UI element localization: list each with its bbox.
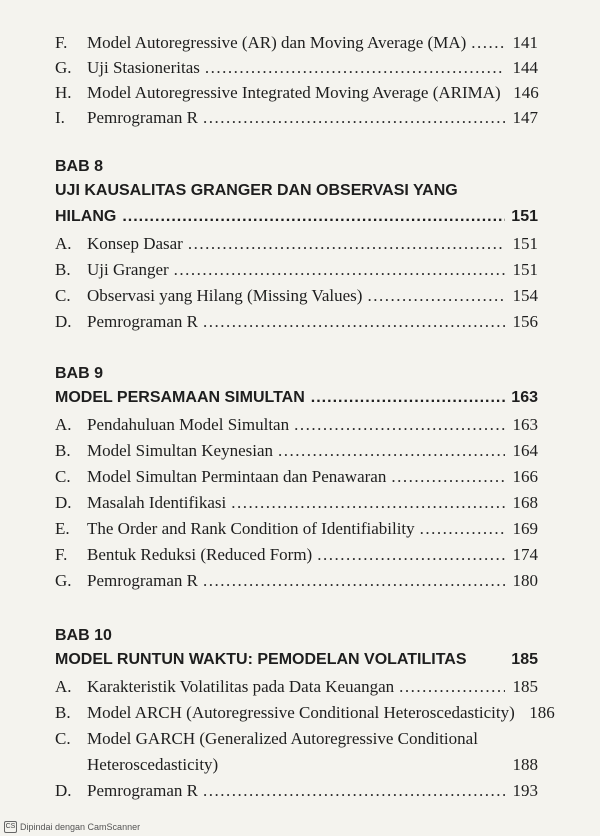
toc-item-page: 185 [512, 677, 538, 696]
chapter-page: 151 [511, 208, 538, 225]
leader-dots [203, 571, 505, 591]
toc-item[interactable] [55, 83, 538, 107]
toc-item-title: Model Simultan Permintaan dan Penawaran [87, 467, 387, 486]
leader-dots [203, 312, 505, 332]
leader-dots [231, 493, 505, 513]
toc-item-page: 188 [512, 755, 538, 774]
toc-item-title: Model Autoregressive (AR) dan Moving Average (MA) [87, 33, 467, 52]
leader-dots [188, 234, 505, 254]
toc-item-title: Model Autoregressive Integrated Moving Average (ARIMA) [87, 83, 501, 102]
toc-item-title: Model ARCH (Autoregressive Conditional Heteroscedasticity) [87, 703, 515, 722]
leader-dots [203, 108, 505, 128]
toc-item-title: Bentuk Reduksi (Reduced Form) [87, 545, 313, 564]
toc-item[interactable] [55, 286, 538, 310]
chapter-title: MODEL PERSAMAAN SIMULTAN [55, 389, 305, 406]
leader-dots [174, 260, 505, 280]
toc-item-letter: E. [55, 519, 70, 538]
toc-item[interactable] [55, 441, 538, 465]
toc-item-title: Heteroscedasticity) [87, 755, 219, 774]
toc-item-page: 146 [513, 83, 539, 102]
toc-item-page: 166 [512, 467, 538, 486]
toc-item[interactable] [55, 312, 538, 336]
toc-item-letter: D. [55, 781, 72, 800]
leader-dots [471, 33, 505, 53]
toc-item[interactable] [55, 545, 538, 569]
toc-item-page: 186 [529, 703, 555, 722]
toc-item[interactable] [55, 415, 538, 439]
leader-dots [391, 467, 505, 487]
toc-item[interactable] [55, 677, 538, 701]
toc-item-title: Uji Stasioneritas [87, 58, 200, 77]
toc-item-title: Pemrograman R [87, 781, 198, 800]
chapter-title-line[interactable] [55, 389, 538, 407]
chapter-title: MODEL RUNTUN WAKTU: PEMODELAN VOLATILITAS [55, 651, 467, 668]
toc-item-title: Pemrograman R [87, 108, 198, 127]
toc-item[interactable] [55, 33, 538, 57]
toc-item-page: 163 [512, 415, 538, 434]
toc-item-title: Pemrograman R [87, 312, 198, 331]
toc-item-title: Pendahuluan Model Simultan [87, 415, 290, 434]
toc-item[interactable] [55, 58, 538, 82]
leader-dots [420, 519, 505, 539]
toc-item-title: The Order and Rank Condition of Identifiability [87, 519, 415, 538]
leader-dots [203, 781, 505, 801]
leader-dots [311, 389, 506, 407]
toc-item-page: 180 [512, 571, 538, 590]
toc-item[interactable] [55, 703, 555, 727]
toc-item-page: 156 [512, 312, 538, 331]
toc-item[interactable] [55, 519, 538, 543]
toc-item-letter: B. [55, 260, 71, 279]
toc-item-letter: G. [55, 571, 72, 590]
toc-item-page: 169 [512, 519, 538, 538]
toc-item-page: 141 [512, 33, 538, 52]
toc-item-page: 151 [512, 260, 538, 279]
toc-item-letter: G. [55, 58, 72, 77]
toc-item-letter: D. [55, 312, 72, 331]
toc-item-page: 168 [512, 493, 538, 512]
chapter-title-line[interactable] [55, 208, 538, 226]
chapter-title: HILANG [55, 208, 117, 225]
chapter-label: BAB 8 [55, 158, 104, 175]
toc-item-page: 193 [512, 781, 538, 800]
toc-item-letter: C. [55, 286, 71, 305]
leader-dots [367, 286, 505, 306]
chapter-title-line[interactable] [55, 651, 538, 669]
toc-item-letter: F. [55, 545, 68, 564]
toc-item-letter: A. [55, 677, 72, 696]
toc-item[interactable] [55, 234, 538, 258]
toc-item-title: Model Simultan Keynesian [87, 441, 274, 460]
toc-item[interactable] [55, 781, 538, 805]
toc-item[interactable] [55, 493, 538, 517]
toc-item[interactable] [55, 571, 538, 595]
toc-item-title: Konsep Dasar [87, 234, 183, 253]
toc-item-page: 144 [512, 58, 538, 77]
toc-item-continuation[interactable] [55, 755, 538, 779]
chapter-title-line[interactable] [55, 182, 538, 200]
toc-item-letter: H. [55, 83, 72, 102]
chapter-title: UJI KAUSALITAS GRANGER DAN OBSERVASI YANG [55, 182, 458, 199]
toc-item-letter: B. [55, 441, 71, 460]
toc-item-letter: A. [55, 415, 72, 434]
chapter-page: 185 [511, 651, 538, 668]
toc-item-letter: D. [55, 493, 72, 512]
toc-item[interactable] [55, 467, 538, 491]
toc-item-page: 164 [512, 441, 538, 460]
leader-dots [317, 545, 505, 565]
leader-dots [278, 441, 505, 461]
toc-item-letter: B. [55, 703, 71, 722]
chapter-page: 163 [511, 389, 538, 406]
toc-item-page: 147 [512, 108, 538, 127]
toc-item[interactable] [55, 729, 538, 753]
toc-item-letter: I. [55, 108, 65, 127]
leader-dots [122, 208, 505, 226]
leader-dots [294, 415, 505, 435]
toc-item-title: Masalah Identifikasi [87, 493, 227, 512]
chapter-label: BAB 10 [55, 627, 112, 644]
toc-item-letter: C. [55, 729, 71, 748]
toc-item-letter: A. [55, 234, 72, 253]
toc-item-title: Observasi yang Hilang (Missing Values) [87, 286, 363, 305]
chapter-label: BAB 9 [55, 365, 104, 382]
toc-item[interactable] [55, 260, 538, 284]
leader-dots [399, 677, 505, 697]
leader-dots [205, 58, 505, 78]
toc-item-title: Pemrograman R [87, 571, 198, 590]
toc-item-title: Uji Granger [87, 260, 169, 279]
toc-item-page: 154 [512, 286, 538, 305]
toc-item-page: 151 [512, 234, 538, 253]
toc-item-letter: C. [55, 467, 71, 486]
toc-item-title: Model GARCH (Generalized Autoregressive Conditional [87, 729, 478, 748]
toc-item-title: Karakteristik Volatilitas pada Data Keuangan [87, 677, 395, 696]
camscanner-icon: CS [4, 821, 17, 833]
toc-item[interactable] [55, 108, 538, 132]
scanner-footer-text: Dipindai dengan CamScanner [20, 822, 141, 832]
scanner-footer [4, 821, 140, 833]
toc-item-letter: F. [55, 33, 68, 52]
toc-item-page: 174 [512, 545, 538, 564]
